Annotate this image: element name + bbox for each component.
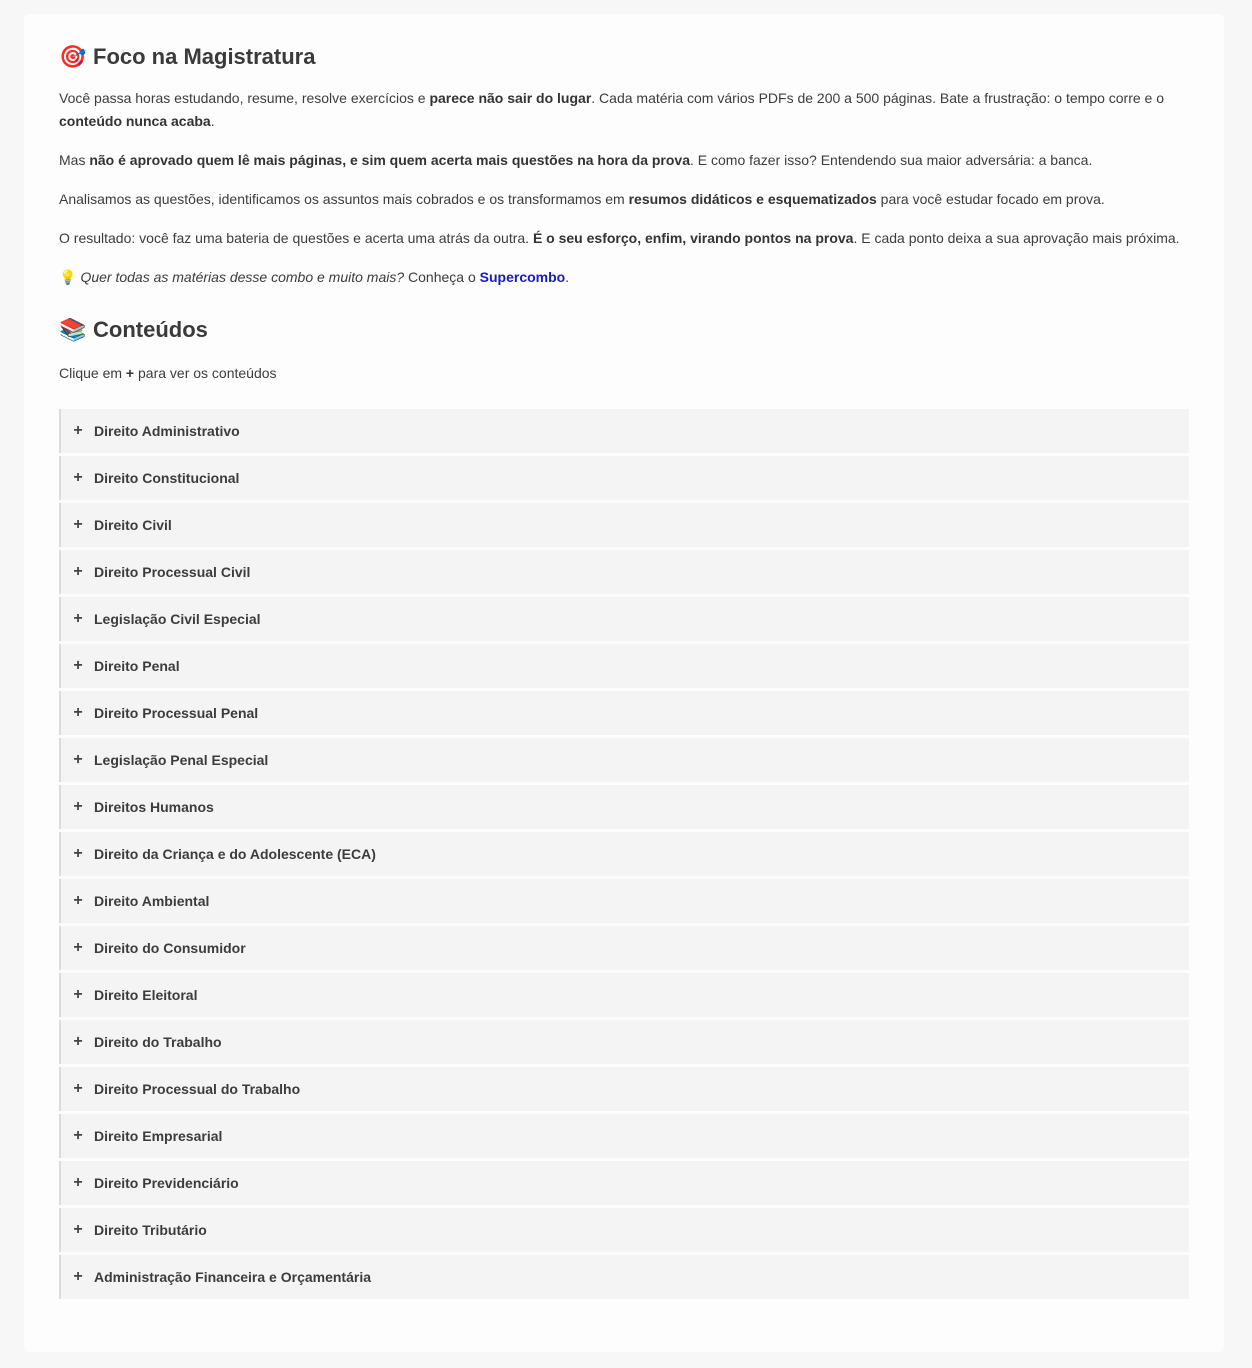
plus-icon[interactable]: + xyxy=(73,1174,83,1191)
lightbulb-icon: 💡 xyxy=(59,269,77,285)
text: . E como fazer isso? Entendendo sua maior adversária: a banca. xyxy=(690,152,1093,168)
plus-icon[interactable]: + xyxy=(73,751,83,768)
plus-icon[interactable]: + xyxy=(73,469,83,486)
intro-paragraph-3 xyxy=(59,188,1189,211)
plus-icon[interactable]: + xyxy=(73,1127,83,1144)
section-title-text: Foco na Magistratura xyxy=(93,44,316,69)
italic-text: Quer todas as matérias desse combo e muito mais? xyxy=(80,269,405,285)
plus-icon[interactable]: + xyxy=(73,1221,83,1238)
text: . xyxy=(565,269,570,285)
text: Você passa horas estudando, resume, resolve exercícios e xyxy=(59,90,430,106)
bold-text: resumos didáticos e esquematizados xyxy=(628,191,877,207)
accordion-item[interactable] xyxy=(59,1114,1189,1158)
accordion-item[interactable] xyxy=(59,879,1189,923)
plus-icon[interactable]: + xyxy=(73,986,83,1003)
accordion-item-label: Direito Processual do Trabalho xyxy=(94,1081,301,1097)
accordion-item[interactable] xyxy=(59,926,1189,970)
accordion-item[interactable] xyxy=(59,1020,1189,1064)
accordion-item-label: Legislação Civil Especial xyxy=(94,611,261,627)
plus-icon[interactable]: + xyxy=(73,1080,83,1097)
accordion-item[interactable] xyxy=(59,785,1189,829)
plus-icon[interactable]: + xyxy=(73,704,83,721)
intro-paragraph-1 xyxy=(59,87,1189,133)
accordion-item[interactable] xyxy=(59,456,1189,500)
bold-text: conteúdo nunca acaba xyxy=(59,113,211,129)
intro-paragraph-4 xyxy=(59,227,1189,250)
text: . E cada ponto deixa a sua aprovação mais próxima. xyxy=(853,230,1180,246)
accordion-item[interactable] xyxy=(59,644,1189,688)
text: Clique em xyxy=(59,365,126,381)
text: para você estudar focado em prova. xyxy=(876,191,1105,207)
section-title-foco xyxy=(59,42,1189,72)
accordion-item-label: Direito Tributário xyxy=(94,1222,207,1238)
accordion-item[interactable] xyxy=(59,503,1189,547)
accordion-hint xyxy=(59,362,1189,385)
accordion-item[interactable] xyxy=(59,1208,1189,1252)
accordion-item-label: Direito Constitucional xyxy=(94,470,240,486)
accordion-item-label: Direito Administrativo xyxy=(94,423,240,439)
plus-icon[interactable]: + xyxy=(73,892,83,909)
plus-icon[interactable]: + xyxy=(73,657,83,674)
text: para ver os conteúdos xyxy=(134,365,277,381)
accordion-item[interactable] xyxy=(59,597,1189,641)
accordion-item[interactable] xyxy=(59,550,1189,594)
accordion-item-label: Direito Civil xyxy=(94,517,172,533)
accordion-item-label: Direito Processual Penal xyxy=(94,705,259,721)
accordion-item[interactable] xyxy=(59,691,1189,735)
plus-icon[interactable]: + xyxy=(73,563,83,580)
bold-text: não é aprovado quem lê mais páginas, e sim quem acerta mais questões na hora da prova xyxy=(89,152,690,168)
plus-icon[interactable]: + xyxy=(73,1268,83,1285)
text: O resultado: você faz uma bateria de questões e acerta uma atrás da outra. xyxy=(59,230,533,246)
accordion-item[interactable] xyxy=(59,832,1189,876)
accordion-item-label: Direito do Trabalho xyxy=(94,1034,222,1050)
accordion-item-label: Legislação Penal Especial xyxy=(94,752,269,768)
accordion-item[interactable] xyxy=(59,1161,1189,1205)
supercombo-link[interactable]: Supercombo xyxy=(479,269,566,285)
plus-hint-symbol: + xyxy=(125,365,135,381)
accordion-item[interactable] xyxy=(59,973,1189,1017)
accordion-item[interactable] xyxy=(59,409,1189,453)
supercombo-paragraph xyxy=(59,266,1189,289)
accordion-item-label: Direito Penal xyxy=(94,658,180,674)
target-icon: 🎯 xyxy=(59,44,87,69)
contents-accordion xyxy=(59,409,1189,1299)
plus-icon[interactable]: + xyxy=(73,939,83,956)
text: Mas xyxy=(59,152,90,168)
section-title-text: Conteúdos xyxy=(93,317,208,342)
accordion-item-label: Direito Processual Civil xyxy=(94,564,251,580)
accordion-item-label: Direitos Humanos xyxy=(94,799,214,815)
accordion-item-label: Direito Eleitoral xyxy=(94,987,198,1003)
accordion-item-label: Administração Financeira e Orçamentária xyxy=(94,1269,371,1285)
text: Analisamos as questões, identificamos os assuntos mais cobrados e os transformamos em xyxy=(59,191,629,207)
text: . xyxy=(210,113,215,129)
plus-icon[interactable]: + xyxy=(73,1033,83,1050)
accordion-item[interactable] xyxy=(59,1255,1189,1299)
accordion-item-label: Direito Empresarial xyxy=(94,1128,223,1144)
plus-icon[interactable]: + xyxy=(73,845,83,862)
accordion-item-label: Direito Ambiental xyxy=(94,893,210,909)
bold-text: parece não sair do lugar xyxy=(429,90,592,106)
text: . Cada matéria com vários PDFs de 200 a 500 páginas. Bate a frustração: o tempo corre e o xyxy=(591,90,1165,106)
text: Conheça o xyxy=(404,269,480,285)
plus-icon[interactable]: + xyxy=(73,798,83,815)
intro-paragraph-2 xyxy=(59,149,1189,172)
accordion-item-label: Direito do Consumidor xyxy=(94,940,246,956)
content-card xyxy=(24,14,1224,1352)
plus-icon[interactable]: + xyxy=(73,516,83,533)
bold-text: É o seu esforço, enfim, virando pontos na prova xyxy=(532,230,854,246)
books-icon: 📚 xyxy=(59,317,87,342)
section-title-conteudos xyxy=(59,315,1189,345)
accordion-item-label: Direito da Criança e do Adolescente (ECA) xyxy=(94,846,376,862)
accordion-item[interactable] xyxy=(59,1067,1189,1111)
plus-icon[interactable]: + xyxy=(73,610,83,627)
plus-icon[interactable]: + xyxy=(73,422,83,439)
accordion-item[interactable] xyxy=(59,738,1189,782)
accordion-item-label: Direito Previdenciário xyxy=(94,1175,239,1191)
